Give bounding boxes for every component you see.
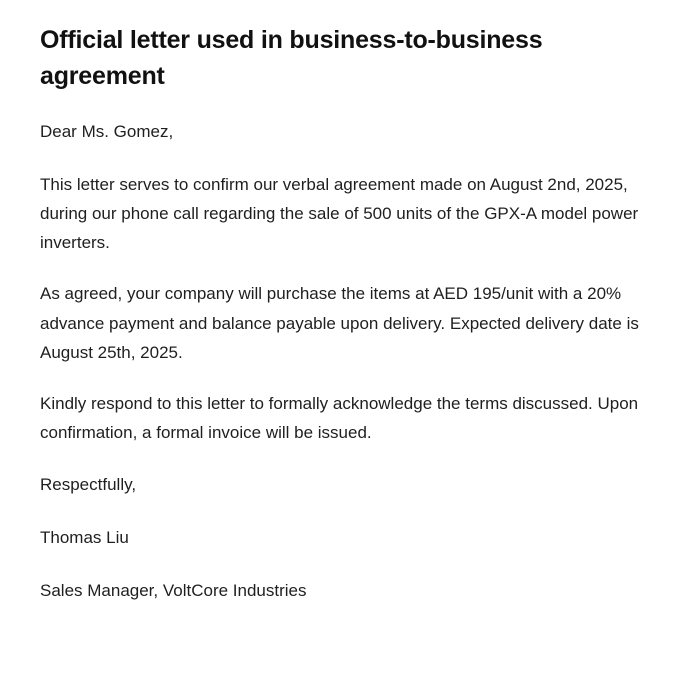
letter-salutation: Dear Ms. Gomez,	[40, 121, 174, 141]
signature-name: Thomas Liu	[40, 527, 129, 547]
signature-title: Sales Manager, VoltCore Industries	[40, 581, 307, 601]
letter-paragraph-1: This letter serves to confirm our verbal agreement made on August 2nd, 2025, during our phone call regarding the sale of 500 units of the GPX-A model power inverters.	[40, 174, 639, 253]
page-title: Official letter used in business-to-business agreement	[40, 26, 543, 91]
letter-closing: Respectfully,	[40, 474, 137, 494]
letter-paragraph-2: As agreed, your company will purchase the items at AED 195/unit with a 20% advance payment and balance payable upon delivery. Expected delivery date is August 25th, 2025.	[40, 284, 639, 362]
letter-paragraph-3: Kindly respond to this letter to formally acknowledge the terms discussed. Upon confirmation, a formal invoice will be issued.	[40, 394, 639, 443]
